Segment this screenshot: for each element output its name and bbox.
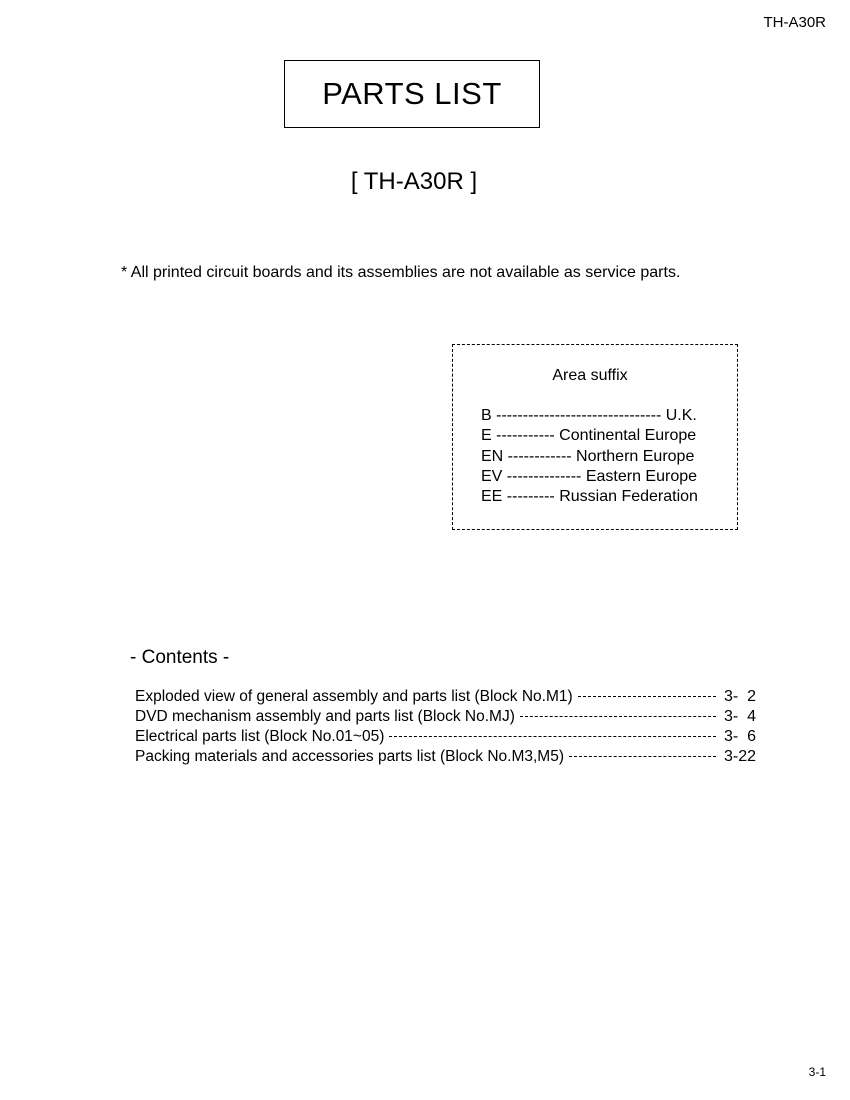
toc-entry-title: Packing materials and accessories parts list (Block No.M3,M5)	[135, 748, 564, 765]
area-suffix-line-e: E ----------- Continental Europe	[481, 427, 697, 445]
toc-entry-exploded-view[interactable]	[135, 688, 761, 708]
toc-entry-title: Electrical parts list (Block No.01~05)	[135, 728, 385, 745]
toc-entry-title: DVD mechanism assembly and parts list (Block No.MJ)	[135, 708, 515, 725]
area-suffix-title: Area suffix	[552, 367, 628, 384]
area-suffix-line-ee: EE --------- Russian Federation	[481, 488, 698, 506]
toc-entry-page: 3-22	[724, 748, 757, 765]
toc-entry-electrical-parts[interactable]	[135, 728, 761, 748]
toc-entry-packing-materials[interactable]	[135, 748, 761, 768]
table-of-contents	[135, 688, 761, 768]
header-model: TH-A30R	[763, 14, 826, 31]
toc-leader-dots	[389, 735, 716, 737]
toc-entry-title: Exploded view of general assembly and parts list (Block No.M1)	[135, 688, 573, 705]
toc-leader-dots	[578, 695, 716, 697]
toc-entry-page: 3- 4	[724, 708, 757, 725]
service-note: * All printed circuit boards and its assemblies are not available as service parts.	[121, 264, 681, 281]
toc-entry-page: 3- 2	[724, 688, 757, 705]
area-suffix-box	[452, 344, 738, 530]
toc-leader-dots	[569, 755, 716, 757]
model-subtitle: [ TH-A30R ]	[350, 168, 478, 195]
area-suffix-list	[481, 406, 698, 507]
toc-entry-dvd-mechanism[interactable]	[135, 708, 761, 728]
toc-entry-page: 3- 6	[724, 728, 757, 745]
contents-heading: - Contents -	[130, 647, 230, 668]
title-box	[284, 60, 540, 128]
page-number: 3-1	[808, 1065, 826, 1079]
toc-leader-dots	[520, 715, 716, 717]
area-suffix-line-en: EN ------------ Northern Europe	[481, 447, 695, 465]
page-title: PARTS LIST	[322, 76, 502, 111]
area-suffix-line-b: B ------------------------------- U.K.	[481, 407, 697, 424]
area-suffix-line-ev: EV -------------- Eastern Europe	[481, 467, 698, 485]
